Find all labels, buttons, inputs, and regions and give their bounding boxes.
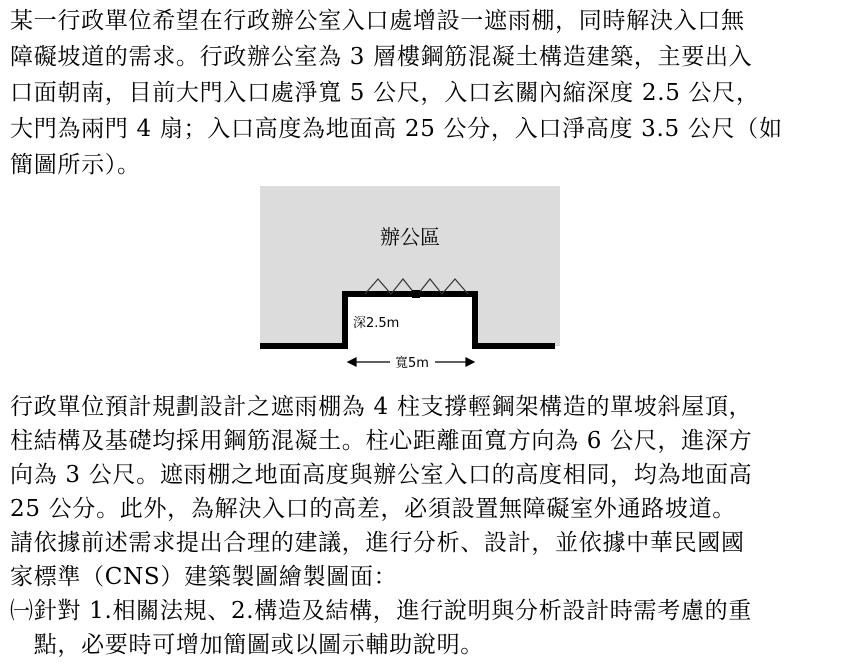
text-line: 大門為兩門 4 扇；入口高度為地面高 25 公分，入口淨高度 3.5 公尺（如 (10, 116, 783, 142)
office-area (260, 186, 560, 346)
text-line: 行政單位預計規劃設計之遮雨棚為 4 柱支撐輕鋼架構造的單坡斜屋頂， (10, 394, 753, 420)
office-label: 辦公區 (380, 225, 440, 249)
text-line: 簡圖所示）。 (10, 152, 141, 178)
text-line: 25 公分。此外，為解決入口的高差，必須設置無障礙室外通路坡道。 (10, 496, 736, 522)
text-line: 家標準（CNS）建築製圖繪製圖面： (10, 564, 398, 590)
text-line: 障礙坡道的需求。行政辦公室為 3 層樓鋼筋混凝土構造建築，主要出入 (10, 44, 753, 70)
text-line: 請依據前述需求提出合理的建議，進行分析、設計，並依據中華民國國 (10, 530, 745, 556)
arrow-head-left (348, 358, 356, 366)
entrance-plan-drawing (260, 186, 560, 376)
arrow-head-right (466, 358, 474, 366)
entrance-sketch (260, 186, 560, 376)
question-item-1: ㈠針對 1.相關法規、2.構造及結構，進行說明與分析設計時需考慮的重 (10, 598, 752, 624)
door-center-post (412, 290, 420, 298)
width-label: 寬5m (395, 356, 429, 371)
text-line: 向為 3 公尺。遮雨棚之地面高度與辦公室入口的高度相同，均為地面高 (10, 462, 753, 488)
text-line: 口面朝南，目前大門入口處淨寬 5 公尺，入口玄關內縮深度 2.5 公尺， (10, 80, 760, 106)
text-line: 柱結構及基礎均採用鋼筋混凝土。柱心距離面寬方向為 6 公尺，進深方 (10, 428, 753, 454)
question-item-1-cont: 點，必要時可增加簡圖或以圖示輔助說明。 (10, 632, 484, 658)
depth-label: 深2.5m (353, 316, 400, 331)
text-line: 某一行政單位希望在行政辦公室入口處增設一遮雨棚，同時解決入口無 (10, 8, 745, 34)
